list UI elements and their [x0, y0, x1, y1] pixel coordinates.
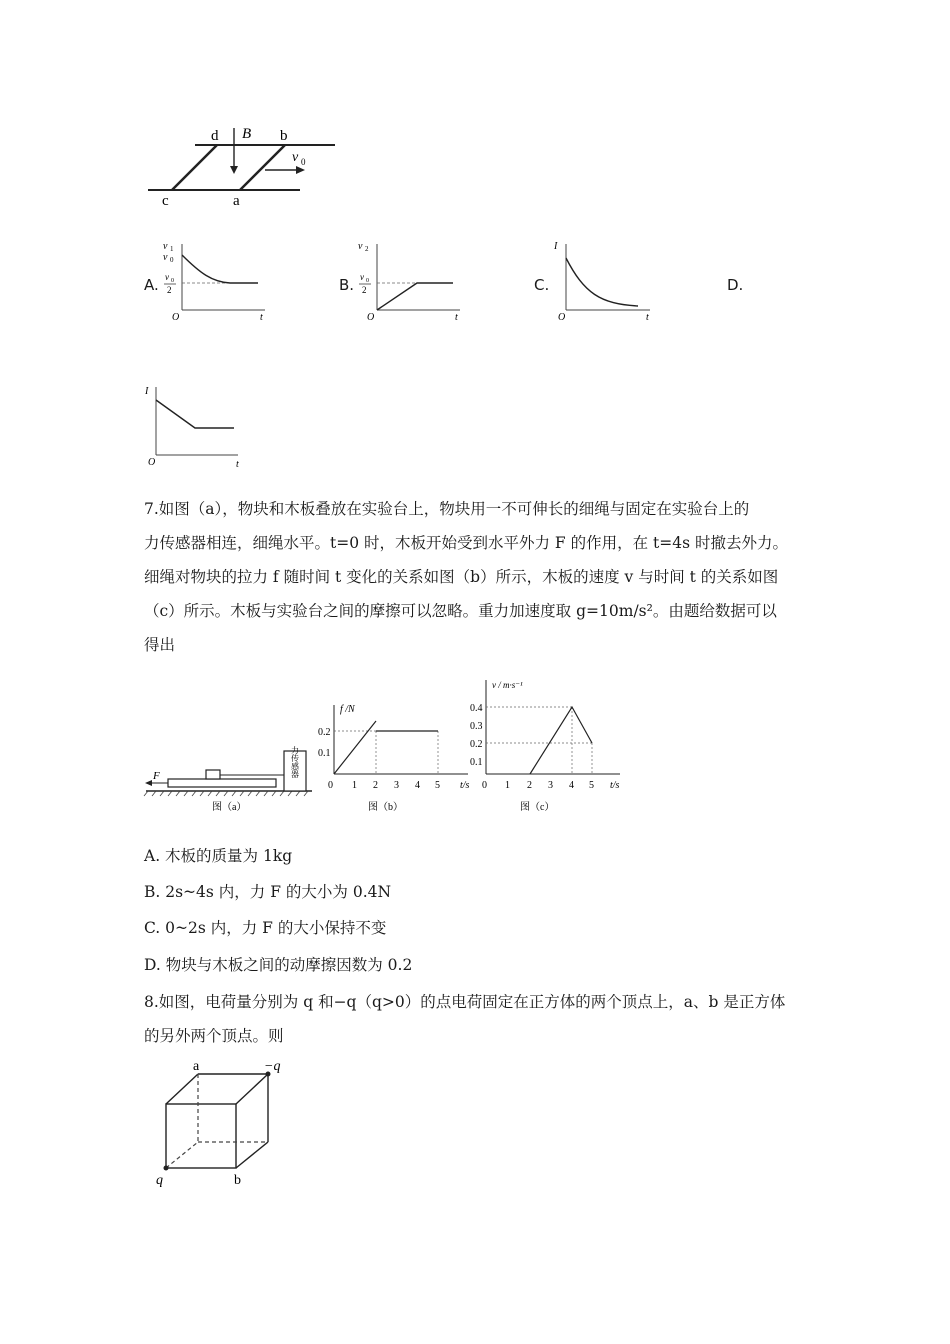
- svg-text:t/s: t/s: [460, 780, 470, 791]
- q8-text: [144, 985, 824, 1053]
- figure-b: [318, 700, 483, 820]
- svg-text:2: 2: [527, 780, 532, 791]
- svg-text:0: 0: [482, 780, 487, 791]
- q7-line-3: 细绳对物块的拉力 f 随时间 t 变化的关系如图（b）所示，木板的速度 v 与时间 t 的关系如图: [144, 568, 779, 586]
- q7-line-2: 力传感器相连，细绳水平。t=0 时，木板开始受到水平外力 F 的作用，在 t=4s 时撤去外力。: [144, 534, 789, 552]
- svg-text:3: 3: [394, 780, 399, 791]
- label-c: c: [162, 193, 169, 209]
- svg-text:5: 5: [435, 780, 440, 791]
- rails-figure: [140, 120, 360, 215]
- svg-text:4: 4: [415, 780, 420, 791]
- option-b-graph: [355, 238, 470, 323]
- svg-text:t: t: [455, 312, 458, 323]
- figure-a: [140, 745, 320, 820]
- svg-text:O: O: [367, 312, 375, 323]
- svg-text:2: 2: [365, 245, 369, 253]
- q7-option-c[interactable]: C. 0~2s 内，力 F 的大小保持不变: [144, 919, 387, 937]
- q7-option-a[interactable]: A. 木板的质量为 1kg: [144, 847, 293, 865]
- q7-line-5: 得出: [144, 636, 176, 654]
- q8-line-2: 的另外两个顶点。则: [144, 1027, 284, 1045]
- svg-text:0.3: 0.3: [470, 721, 483, 732]
- svg-text:0: 0: [171, 278, 174, 284]
- svg-text:0.2: 0.2: [470, 739, 483, 750]
- option-b-letter: B.: [339, 276, 355, 294]
- option-a-letter: A.: [144, 276, 159, 294]
- svg-text:0: 0: [328, 780, 333, 791]
- q7-line-4: （c）所示。木板与实验台之间的摩擦可以忽略。重力加速度取 g=10m/s²。由题给数据可以: [144, 602, 777, 620]
- svg-text:4: 4: [569, 780, 574, 791]
- svg-text:2: 2: [167, 285, 172, 295]
- figure-c: [470, 676, 635, 820]
- svg-text:0.4: 0.4: [470, 703, 483, 714]
- label-d: d: [211, 128, 219, 144]
- svg-text:O: O: [558, 312, 566, 323]
- cube-label-neg-q: −q: [264, 1060, 281, 1074]
- svg-text:图（c）: 图（c）: [520, 802, 555, 813]
- cube-label-b: b: [234, 1173, 241, 1188]
- option-c-graph: [550, 238, 665, 323]
- svg-text:1: 1: [505, 780, 510, 791]
- svg-text:f /N: f /N: [340, 704, 355, 715]
- q7-line-1: 7.如图（a），物块和木板叠放在实验台上，物块用一不可伸长的细绳与固定在实验台上的: [144, 500, 750, 518]
- svg-text:0: 0: [170, 256, 174, 264]
- label-v: v: [292, 150, 299, 165]
- q7-option-b[interactable]: B. 2s~4s 内，力 F 的大小为 0.4N: [144, 883, 392, 901]
- q8-line-1: 8.如图，电荷量分别为 q 和−q（q>0）的点电荷固定在正方体的两个顶点上，a、b 是正方体: [144, 993, 786, 1011]
- svg-text:1: 1: [352, 780, 357, 791]
- svg-text:5: 5: [589, 780, 594, 791]
- cube-label-a: a: [193, 1060, 200, 1074]
- svg-text:v / m·s⁻¹: v / m·s⁻¹: [492, 680, 523, 690]
- svg-text:2: 2: [362, 285, 367, 295]
- svg-text:t/s: t/s: [610, 780, 620, 791]
- svg-text:v: v: [360, 272, 364, 282]
- svg-text:0: 0: [366, 278, 369, 284]
- svg-text:I: I: [554, 241, 558, 252]
- svg-text:0.2: 0.2: [318, 727, 331, 738]
- label-b: b: [280, 128, 288, 144]
- sensor-label: 力传感器: [290, 746, 300, 778]
- label-v-sub: 0: [301, 157, 306, 167]
- svg-text:3: 3: [548, 780, 553, 791]
- svg-text:0.1: 0.1: [318, 748, 331, 759]
- svg-text:v: v: [165, 272, 169, 282]
- svg-text:0.1: 0.1: [470, 757, 483, 768]
- svg-text:t: t: [260, 312, 263, 323]
- svg-text:t: t: [646, 312, 649, 323]
- label-a: a: [233, 193, 240, 209]
- svg-text:t: t: [236, 459, 239, 470]
- cube-figure: [150, 1060, 300, 1195]
- cube-label-q: q: [156, 1173, 163, 1188]
- q7-text: [144, 492, 824, 662]
- q7-option-d[interactable]: D. 物块与木板之间的动摩擦因数为 0.2: [144, 956, 413, 974]
- svg-text:图（b）: 图（b）: [368, 802, 403, 813]
- option-c-letter: C.: [534, 276, 550, 294]
- svg-text:1: 1: [170, 245, 174, 253]
- svg-text:2: 2: [373, 780, 378, 791]
- option-a-graph: [160, 238, 275, 323]
- option-d-letter: D.: [727, 276, 744, 294]
- svg-text:I: I: [145, 386, 149, 397]
- svg-text:O: O: [172, 312, 180, 323]
- label-F: F: [153, 770, 160, 782]
- svg-text:v: v: [163, 252, 168, 263]
- svg-text:v: v: [163, 241, 168, 252]
- svg-text:v: v: [358, 241, 363, 252]
- svg-text:O: O: [148, 457, 156, 468]
- option-d-graph: [140, 382, 255, 470]
- label-B: B: [242, 126, 252, 142]
- caption-a: 图（a）: [212, 802, 247, 813]
